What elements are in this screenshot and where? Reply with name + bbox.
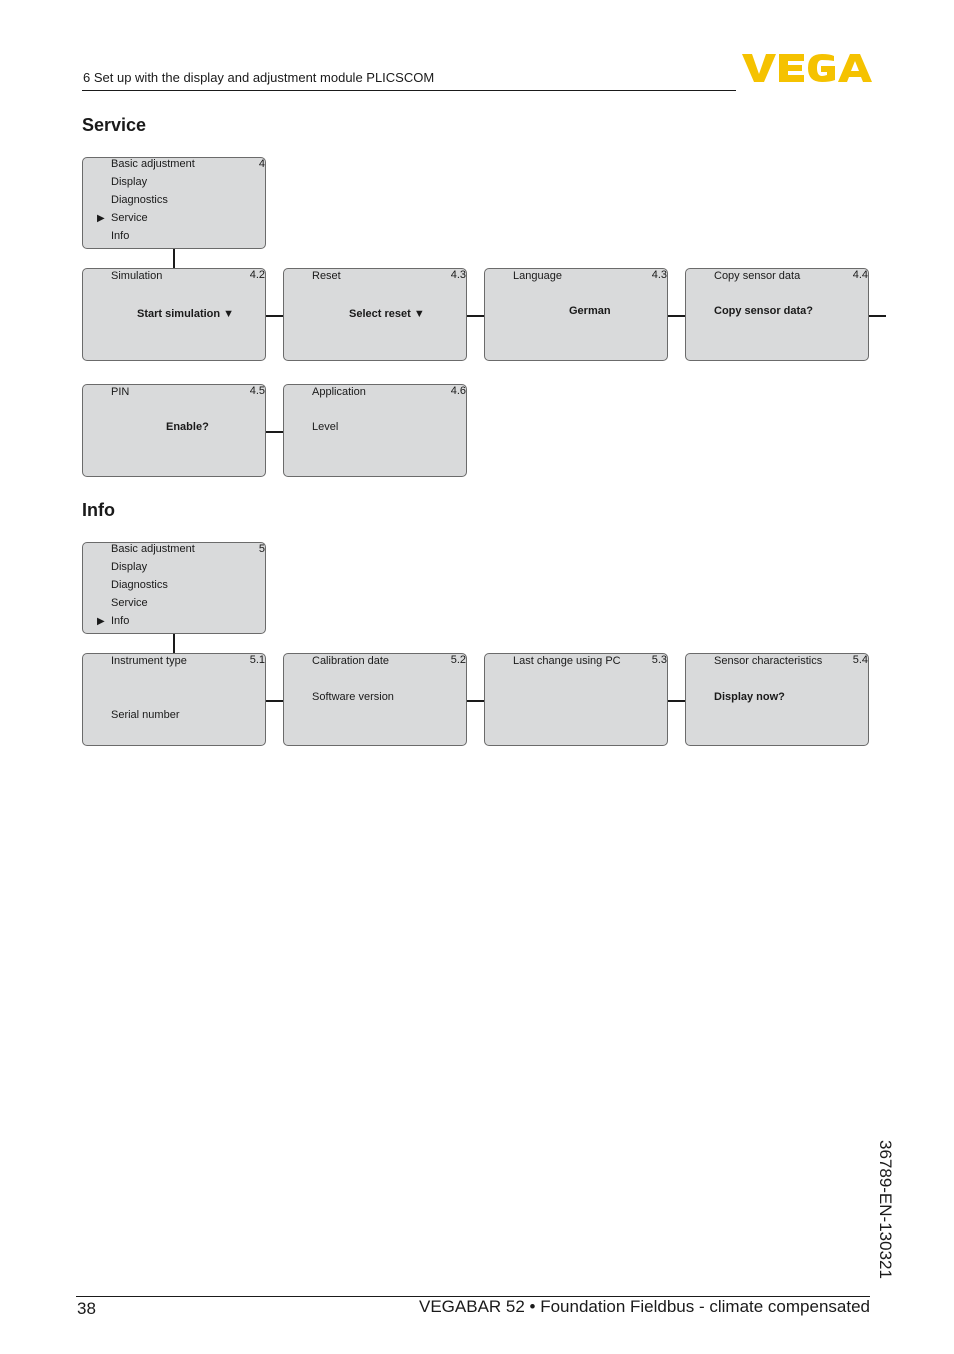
box-label: Application: [312, 386, 366, 398]
header-rule: [82, 90, 736, 91]
menu-item-info: Info: [111, 615, 130, 627]
menu-number: 4: [258, 158, 265, 170]
box-label: Language: [513, 270, 562, 282]
application-box: [283, 384, 467, 477]
section-title-info: Info: [82, 500, 115, 520]
box-number: 4.2: [249, 269, 265, 281]
selection-arrow-icon: ▶: [97, 213, 105, 224]
menu-item-info: Info: [111, 230, 130, 242]
connector: [266, 700, 283, 702]
box-value: Start simulation ▼: [137, 308, 235, 320]
box-label: PIN: [111, 386, 130, 398]
connector: [173, 634, 175, 653]
box-number: 4.5: [249, 385, 265, 397]
box-number: 5.1: [249, 654, 265, 666]
document-id: 36789-EN-130321: [876, 1140, 895, 1279]
menu-item-service: Service: [111, 212, 148, 224]
box-value: Level: [312, 421, 339, 433]
box-label: Reset: [312, 270, 341, 282]
box-number: 4.6: [450, 385, 466, 397]
box-label: Copy sensor data: [714, 270, 801, 282]
box-value: Select reset ▼: [349, 308, 425, 320]
connector: [467, 700, 484, 702]
menu-item-display: Display: [111, 561, 148, 573]
box-label: Last change using PC: [513, 655, 621, 667]
menu-number: 5: [258, 543, 265, 555]
calibration-date-box: [283, 653, 467, 746]
connector: [266, 431, 283, 433]
box-number: 5.3: [651, 654, 667, 666]
connector: [173, 249, 175, 268]
menu-item-diagnostics: Diagnostics: [111, 579, 168, 591]
simulation-box: [82, 268, 266, 361]
language-box: [484, 268, 668, 361]
section-title-service: Service: [82, 115, 147, 135]
box-value: Copy sensor data?: [714, 305, 814, 317]
box-number: 5.2: [450, 654, 466, 666]
box-value: Serial number: [111, 709, 180, 721]
box-label: Calibration date: [312, 655, 390, 667]
box-number: 4.4: [852, 269, 868, 281]
box-value: Display now?: [714, 691, 785, 703]
connector: [668, 700, 685, 702]
box-label: Instrument type: [111, 655, 187, 667]
chapter-title: 6 Set up with the display and adjustment module PLICSCOM: [83, 70, 435, 85]
menu-item-service: Service: [111, 597, 148, 609]
sensor-characteristics-box: [685, 653, 869, 746]
box-number: 4.3: [450, 269, 466, 281]
menu-item-display: Display: [111, 176, 148, 188]
connector: [668, 315, 685, 317]
page-number: 38: [77, 1299, 96, 1318]
menu-item-diagnostics: Diagnostics: [111, 194, 168, 206]
connector: [467, 315, 484, 317]
vega-logo: [742, 52, 874, 84]
connector: [869, 315, 886, 317]
service-menu-box: [82, 157, 266, 249]
instrument-type-box: [82, 653, 266, 746]
box-number: 5.4: [852, 654, 868, 666]
menu-item-basic-adjustment: Basic adjustment: [111, 158, 195, 170]
pin-box: [82, 384, 266, 477]
footer-title: VEGABAR 52 • Foundation Fieldbus - climate compensated: [418, 1297, 870, 1316]
menu-item-basic-adjustment: Basic adjustment: [111, 543, 195, 555]
box-label: Sensor characteristics: [714, 655, 823, 667]
last-change-box: [484, 653, 668, 746]
selection-arrow-icon: ▶: [97, 616, 105, 627]
connector: [266, 315, 283, 317]
box-value: Enable?: [166, 421, 209, 433]
reset-box: [283, 268, 467, 361]
box-number: 4.3: [651, 269, 667, 281]
info-menu-box: [82, 542, 266, 634]
box-value: Software version: [312, 691, 394, 703]
copy-sensor-data-box: [685, 268, 869, 361]
box-label: Simulation: [111, 270, 163, 282]
box-value: German: [569, 305, 611, 317]
